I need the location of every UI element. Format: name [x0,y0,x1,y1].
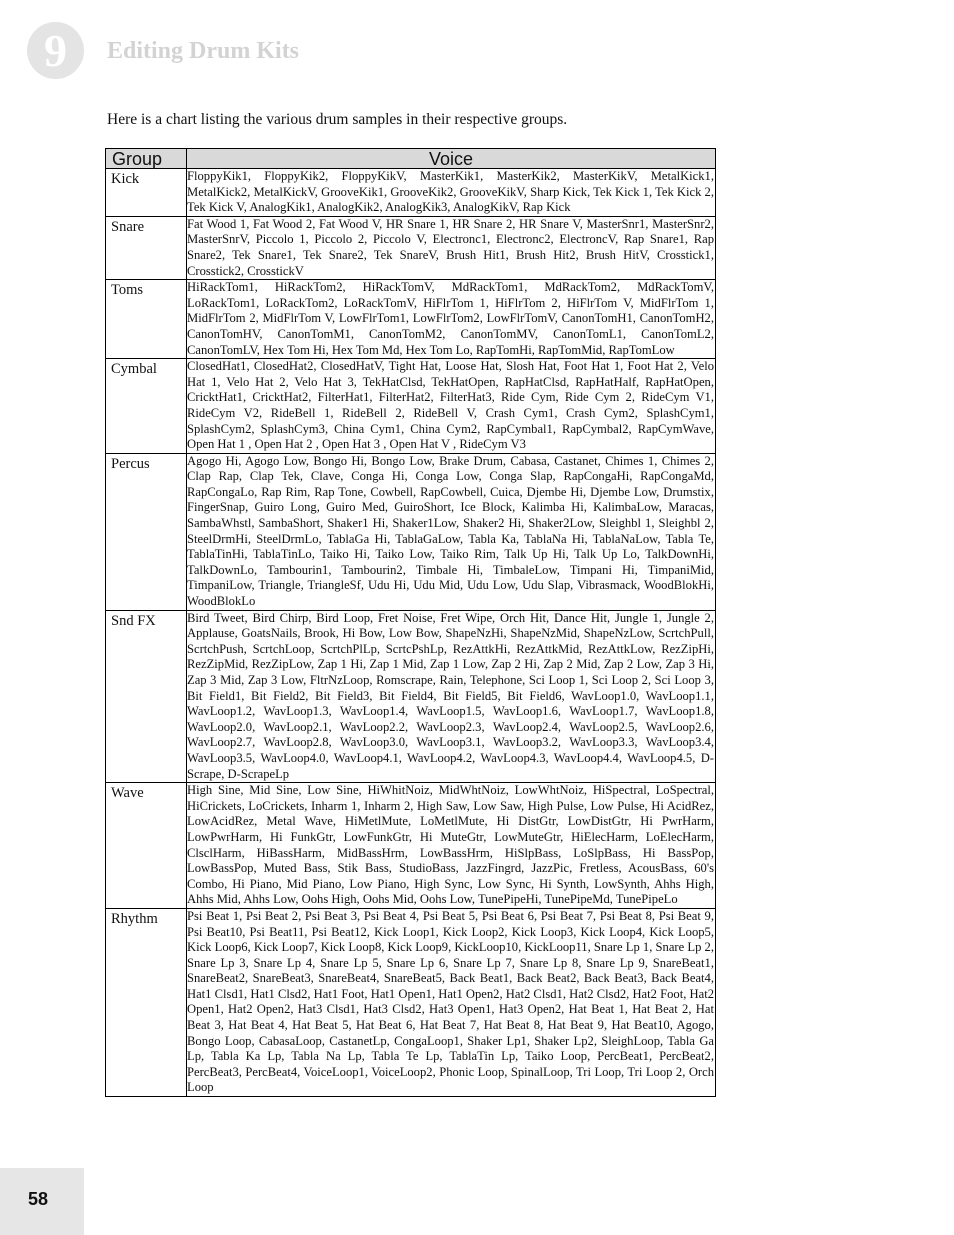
chapter-number: 9 [44,24,67,76]
table-row [106,280,716,359]
table-row [106,610,716,783]
voice-cell: Fat Wood 1, Fat Wood 2, Fat Wood V, HR Snare 1, HR Snare 2, HR Snare V, MasterSnr1, MasterSnr2, MasterSnrV, Piccolo 1, Piccolo 2, Piccolo V, Electronc1, Electronc2, ElectroncV, Rap Snare1, Rap Snare2, Tek Snare1, Tek Snare2, Tek SnareV, Brush Hit1, Brush Hit2, Brush HitV, Crosstick1, Crosstick2, CrosstickV [187,216,716,279]
group-column-header: Group [106,149,187,169]
group-cell: Toms [106,280,187,359]
group-cell: Wave [106,783,187,909]
voice-cell: HiRackTom1, HiRackTom2, HiRackTomV, MdRackTom1, MdRackTom2, MdRackTomV, LoRackTom1, LoRackTom2, LoRackTomV, HiFlrTom 1, HiFlrTom 2, HiFlrTom V, MidFlrTom 1, MidFlrTom 2, MidFlrTom V, LowFlrTom1, LowFlrTom2, LowFlrTomV, CanonTomH1, CanonTomH2, CanonTomHV, CanonTomM1, CanonTomM2, CanonTomMV, CanonTomL1, CanonTomL2, CanonTomLV, Hex Tom Hi, Hex Tom Md, Hex Tom Lo, RapTomHi, RapTomMid, RapTomLow [187,280,716,359]
table-row [106,453,716,610]
voice-column-header: Voice [187,149,716,169]
group-cell: Rhythm [106,908,187,1096]
intro-text: Here is a chart listing the various drum samples in their respective groups. [107,111,568,128]
table-row [106,359,716,454]
chapter-title: Editing Drum Kits [107,38,300,64]
table-row [106,908,716,1096]
group-cell: Cymbal [106,359,187,454]
voice-cell: High Sine, Mid Sine, Low Sine, HiWhitNoiz, MidWhtNoiz, LowWhtNoiz, HiSpectral, LoSpectral, HiCrickets, LoCrickets, Inharm 1, Inharm 2, High Saw, Low Saw, High Pulse, Low Pulse, Hi AcidRez, LowAcidRez, Metal Wave, HiMetlMute, LoMetlMute, Hi DistGtr, LowDistGtr, Hi PwrHarm, LowPwrHarm, Hi FunkGtr, LowFunkGtr, Hi MuteGtr, LowMuteGtr, HiElecHarm, LoElecHarm, ClsclHarm, HiBassHarm, MidBassHrm, LowBassHrm, HiSlpBass, LoSlpBass, Hi BassPop, LowBassPop, Muted Bass, Stik Bass, StudioBass, JazzFingrd, JazzPic, Fretless, AcousBass, 60's Combo, Hi Piano, Mid Piano, Low Piano, High Sync, Low Sync, Hi Synth, LowSynth, Ahhs High, Ahhs Mid, Ahhs Low, Oohs High, Oohs Mid, Oohs Low, TunePipeHi, TunePipeMd, TunePipeLo [187,783,716,909]
page-number: 58 [28,1189,49,1209]
group-cell: Percus [106,453,187,610]
voice-cell: Bird Tweet, Bird Chirp, Bird Loop, Fret Noise, Fret Wipe, Orch Hit, Dance Hit, Jungle 1, Jungle 2, Applause, GoatsNails, Brook, Hi Bow, Low Bow, ShapeNzHi, ShapeNzMid, ShapeNzLow, ScrtchPull, ScrtchPush, ScrtchLoop, ScrtchPlLp, ScrtcPshLp, RezAttkHi, RezAttkMid, RezAttkLow, RezZipHi, RezZipMid, RezZipLow, Zap 1 Hi, Zap 1 Mid, Zap 1 Low, Zap 2 Hi, Zap 2 Mid, Zap 2 Low, Zap 3 Hi, Zap 3 Mid, Zap 3 Low, FltrNzLoop, Romscrape, Rain, Telephone, Sci Loop 1, Sci Loop 2, Sci Loop 3, Bit Field1, Bit Field2, Bit Field3, Bit Field4, Bit Field5, Bit Field6, WavLoop1.0, WavLoop1.1, WavLoop1.2, WavLoop1.3, WavLoop1.4, WavLoop1.5, WavLoop1.6, WavLoop1.7, WavLoop1.8, WavLoop2.0, WavLoop2.1, WavLoop2.2, WavLoop2.3, WavLoop2.4, WavLoop2.5, WavLoop2.6, WavLoop2.7, WavLoop2.8, WavLoop3.0, WavLoop3.1, WavLoop3.2, WavLoop3.3, WavLoop3.4, WavLoop3.5, WavLoop4.0, WavLoop4.1, WavLoop4.2, WavLoop4.3, WavLoop4.4, WavLoop4.5, D-Scrape, D-ScrapeLp [187,610,716,783]
voice-cell: Agogo Hi, Agogo Low, Bongo Hi, Bongo Low, Brake Drum, Cabasa, Castanet, Chimes 1, Chimes 2, Clap Rap, Clap Tek, Clave, Conga Hi, Conga Low, Conga Slap, RapCongaHi, RapCongaMd, RapCongaLo, Rap Rim, Rap Tone, Cowbell, RapCowbell, Cuica, Djembe Hi, Djembe Low, Drumstix, FingerSnap, Guiro Long, Guiro Med, GuiroShort, Ice Block, Kalimba Hi, KalimbaLow, Maracas, SambaWhstl, SambaShort, Shaker1 Hi, Shaker1Low, Shaker2 Hi, Shaker2Low, Sleighbl 1, Sleighbl 2, SteelDrmHi, SteelDrmLo, TablaGa Hi, TablaGaLow, Tabla Ka, TablaNa Hi, TablaNaLow, Tabla Te, TablaTinHi, TablaTinLo, Taiko Hi, Taiko Low, Taiko Rim, Talk Up Hi, Talk Up Lo, TalkDownHi, TalkDownLo, Tambourin1, Tambourin2, Timbale Hi, TimbaleLow, Timpani Hi, TimpaniMid, TimpaniLow, Triangle, TriangleSf, Udu Hi, Udu Mid, Udu Low, Udu Slap, Vibrasmack, WoodBlokHi, WoodBlokLo [187,453,716,610]
voice-cell: ClosedHat1, ClosedHat2, ClosedHatV, Tight Hat, Loose Hat, Slosh Hat, Foot Hat 1, Foot Hat 2, Velo Hat 1, Velo Hat 2, Velo Hat 3, TekHatClsd, TekHatOpen, RapHatClsd, RapHatHalf, RapHatOpen, CricktHat1, CricktHat2, FilterHat1, FilterHat2, FilterHat3, Ride Cym, Ride Cym 2, RideCym V1, RideCym V2, RideBell 1, RideBell 2, RideBell V, Crash Cym1, Crash Cym2, SplashCym1, SplashCym2, SplashCym3, China Cym1, China Cym2, RapCymbal1, RapCymbal2, RapCymWave, Open Hat 1 , Open Hat 2 , Open Hat 3 , Open Hat V , RideCym V3 [187,359,716,454]
voice-cell: Psi Beat 1, Psi Beat 2, Psi Beat 3, Psi Beat 4, Psi Beat 5, Psi Beat 6, Psi Beat 7, Psi Beat 8, Psi Beat 9, Psi Beat10, Psi Beat11, Psi Beat12, Kick Loop1, Kick Loop2, Kick Loop3, Kick Loop4, Kick Loop5, Kick Loop6, Kick Loop7, Kick Loop8, Kick Loop9, KickLoop10, KickLoop11, Snare Lp 1, Snare Lp 2, Snare Lp 3, Snare Lp 4, Snare Lp 5, Snare Lp 6, Snare Lp 7, Snare Lp 8, Snare Lp 9, SnareBeat1, SnareBeat2, SnareBeat3, SnareBeat4, SnareBeat5, Back Beat1, Back Beat2, Back Beat3, Back Beat4, Hat1 Clsd1, Hat1 Clsd2, Hat1 Foot, Hat1 Open1, Hat1 Open2, Hat2 Clsd1, Hat2 Clsd2, Hat2 Foot, Hat2 Open1, Hat2 Open2, Hat3 Clsd1, Hat3 Clsd2, Hat3 Open1, Hat3 Open2, Hat Beat 1, Hat Beat 2, Hat Beat 3, Hat Beat 4, Hat Beat 5, Hat Beat 6, Hat Beat 7, Hat Beat 8, Hat Beat 9, Hat Beat10, Agogo, Bongo Loop, CabasaLoop, CastanetLp, CongaLoop1, Shaker Lp1, Shaker Lp2, SleighLoop, Tabla Ga Lp, Tabla Ka Lp, Tabla Na Lp, Tabla Te Lp, TablaTin Lp, Taiko Loop, PercBeat1, PercBeat2, PercBeat3, PercBeat4, VoiceLoop1, VoiceLoop2, Phonic Loop, SpinalLoop, Tri Loop, Tri Loop 2, Orch Loop [187,908,716,1096]
drum-samples-table [105,148,716,1097]
table-header-row [106,149,716,169]
group-cell: Snd FX [106,610,187,783]
table-row [106,216,716,279]
chapter-badge [27,22,84,79]
table-row [106,169,716,217]
table-row [106,783,716,909]
group-cell: Snare [106,216,187,279]
voice-cell: FloppyKik1, FloppyKik2, FloppyKikV, MasterKik1, MasterKik2, MasterKikV, MetalKick1, MetalKick2, MetalKickV, GrooveKik1, GrooveKik2, GrooveKikV, Sharp Kick, Tek Kick 1, Tek Kick 2, Tek Kick V, AnalogKik1, AnalogKik2, AnalogKik3, AnalogKikV, Rap Kick [187,169,716,217]
group-cell: Kick [106,169,187,217]
